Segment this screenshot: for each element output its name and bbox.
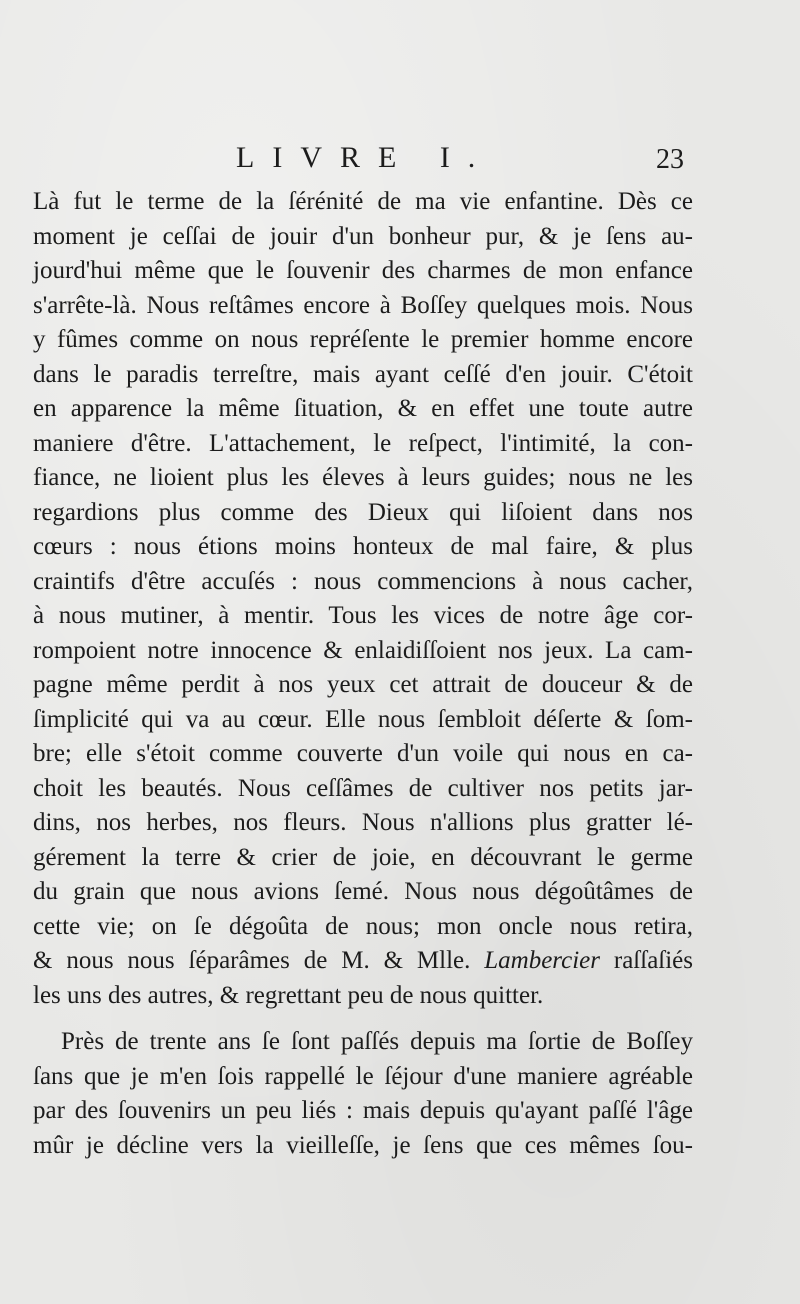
text-line-end: raſſaſiés (613, 947, 694, 974)
page-number: 23 (656, 144, 684, 175)
paragraph-gap (33, 1013, 693, 1025)
text-line: ſimplicité qui va au cœur. Elle nous ſembloit déſerte & ſom- (33, 705, 693, 733)
text-line: dins, nos herbes, nos fleurs. Nous n'allions plus gratter lé- (33, 809, 693, 836)
text-line: choit les beautés. Nous ceſſâmes de cultiver nos petits jar- (33, 774, 693, 802)
text-line: s'arrête-là. Nous reſtâmes encore à Boſſey quelques mois. Nous (33, 291, 693, 319)
text-line: gérement la terre & crier de joie, en découvrant le germe (33, 843, 693, 871)
text-line: y fûmes comme on nous repréſente le premier homme encore (33, 326, 693, 353)
text-line: à nous mutiner, à mentir. Tous les vices de notre âge cor- (33, 602, 693, 629)
text-line: Près de trente ans ſe ſont paſſés depuis ma ſortie de Boſſey (61, 1028, 693, 1055)
text-line: regardions plus comme des Dieux qui liſoient dans nos (33, 498, 693, 526)
text-line: par des ſouvenirs un peu liés : mais depuis qu'ayant paſſé l'âge (33, 1097, 693, 1124)
text-line: mûr je décline vers la vieilleſſe, je ſens que ces mêmes ſou- (33, 1131, 693, 1159)
running-head: LIVRE I. (236, 141, 494, 174)
body-text (33, 185, 693, 1163)
text-line: cette vie; on ſe dégoûta de nous; mon oncle nous retira, (33, 912, 693, 940)
text-line: cœurs : nous étions moins honteux de mal faire, & plus (33, 533, 693, 560)
text-line: dans le paradis terreſtre, mais ayant ceſſé d'en jouir. C'étoit (33, 360, 693, 388)
text-line: moment je ceſſai de jouir d'un bonheur pur, & je ſens au- (33, 222, 693, 250)
text-line: jourd'hui même que le ſouvenir des charmes de mon enfance (33, 257, 693, 284)
text-line-with-name (33, 944, 693, 979)
text-line: en apparence la même ſituation, & en effet une toute autre (33, 395, 693, 422)
text-line: pagne même perdit à nos yeux cet attrait de douceur & de (33, 671, 693, 698)
text-line: Là fut le terme de la ſérénité de ma vie enfantine. Dès ce (33, 188, 693, 215)
text-line: ſans que je m'en ſois rappellé le ſéjour d'une maniere agréable (33, 1062, 693, 1090)
text-line: du grain que nous avions ſemé. Nous nous dégoûtâmes de (33, 878, 693, 905)
paragraph-1 (33, 185, 693, 1013)
text-line: fiance, ne lioient plus les éleves à leurs guides; nous ne les (33, 464, 693, 491)
text-line: bre; elle s'étoit comme couverte d'un voile qui nous en ca- (33, 740, 693, 767)
text-line: craintifs d'être accuſés : nous commencions à nous cacher, (33, 567, 693, 595)
text-line: rompoient notre innocence & enlaidiſſoient nos jeux. La cam- (33, 636, 693, 664)
italic-name: Lambercier (484, 947, 600, 974)
text-line: les uns des autres, & regrettant peu de nous quitter. (33, 981, 544, 1009)
text-line: maniere d'être. L'attachement, le reſpect, l'intimité, la con- (33, 429, 693, 457)
paragraph-2 (33, 1025, 693, 1163)
text-line-start: & nous nous ſéparâmes de M. & Mlle. (33, 947, 471, 974)
page-header (0, 138, 800, 178)
